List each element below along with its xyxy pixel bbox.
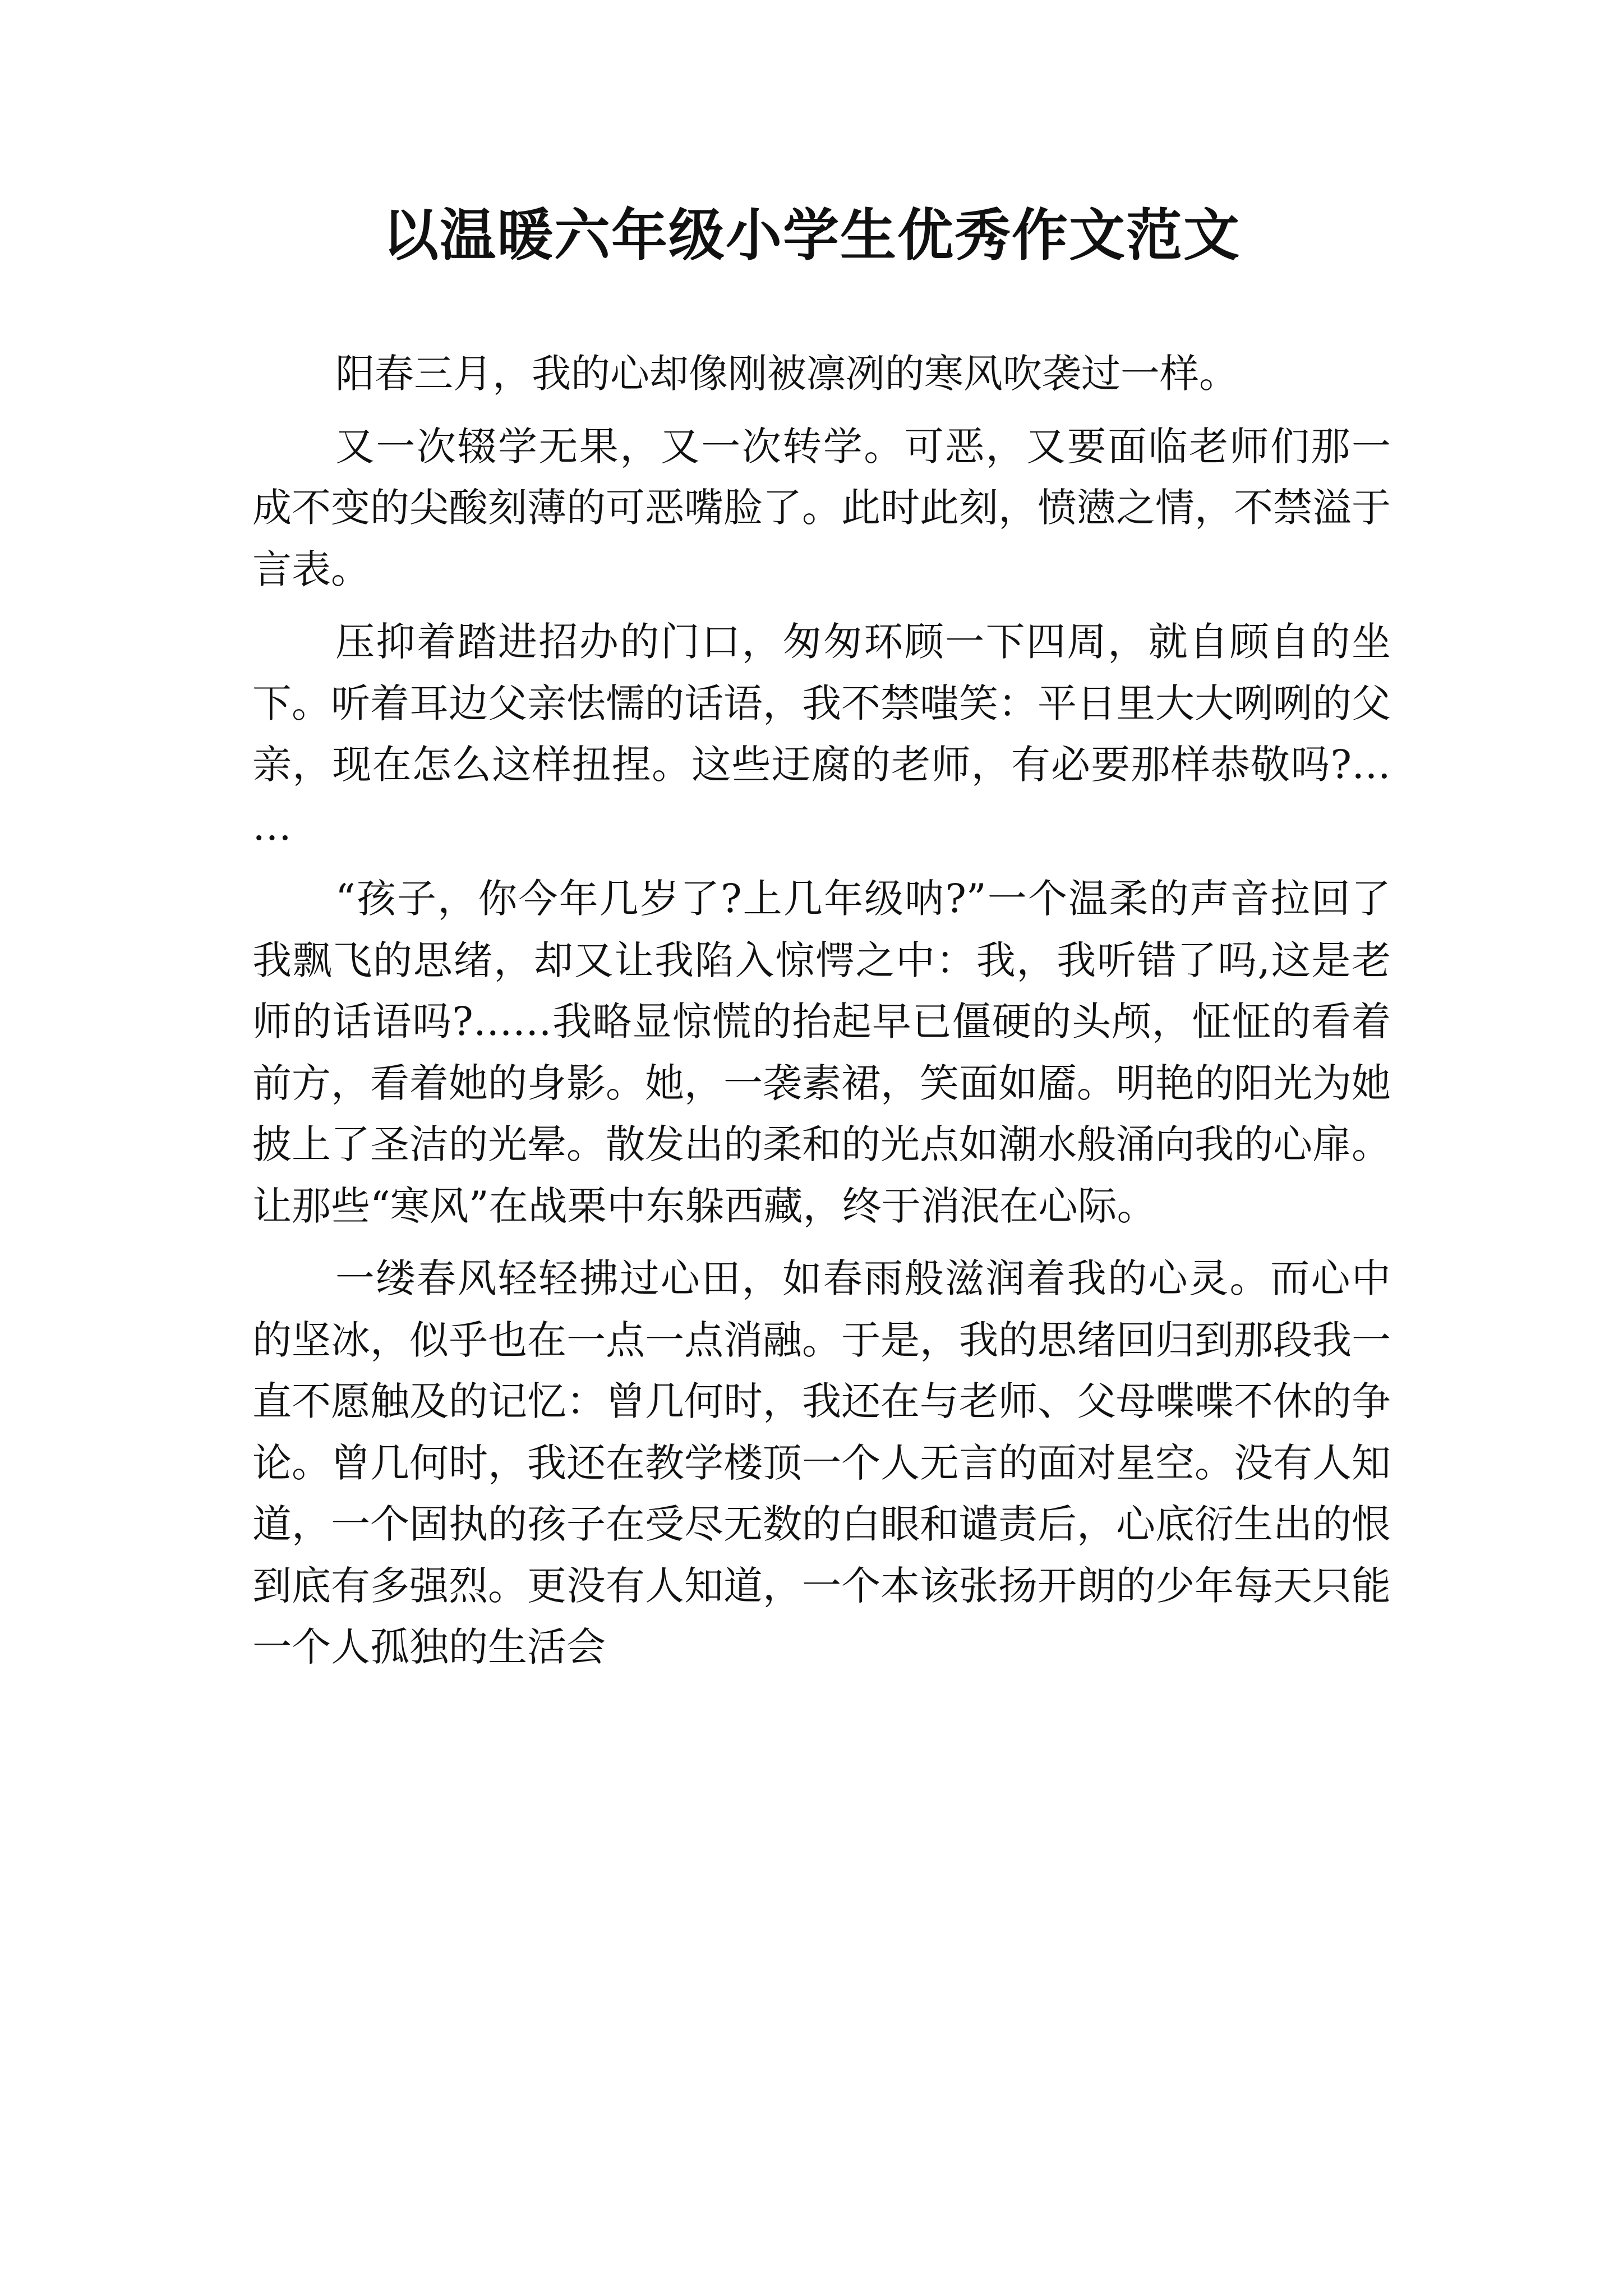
- paragraph: 又一次辍学无果，又一次转学。可恶，又要面临老师们那一成不变的尖酸刻薄的可恶嘴脸了。此时此刻，愤懑之情，不禁溢于言表。: [252, 423, 1391, 592]
- paragraph: 压抑着踏进招办的门口，匆匆环顾一下四周，就自顾自的坐下。听着耳边父亲怯懦的话语，我不禁嗤笑：平日里大大咧咧的父亲，现在怎么这样扭捏。这些迂腐的老师，有必要那样恭敬吗?……: [252, 619, 1391, 849]
- paragraph: 一缕春风轻轻拂过心田，如春雨般滋润着我的心灵。而心中的坚冰，似乎也在一点一点消融。于是，我的思绪回归到那段我一直不愿触及的记忆：曾几何时，我还在与老师、父母喋喋不休的争论。曾几何时，我还在教学楼顶一个人无言的面对星空。没有人知道，一个固执的孩子在受尽无数的白眼和谴责后，心底衍生出的恨到底有多强烈。更没有人知道，一个本该张扬开朗的少年每天只能一个人孤独的生活会: [252, 1255, 1391, 1670]
- document-title: 以温暖六年级小学生优秀作文范文: [382, 203, 1241, 268]
- paragraph: 阳春三月，我的心却像刚被凛冽的寒风吹袭过一样。: [335, 351, 1238, 397]
- document-body: [252, 343, 1391, 1690]
- paragraph: “孩子，你今年几岁了?上几年级呐?”一个温柔的声音拉回了我飘飞的思绪，却又让我陷入惊愕之中：我，我听错了吗,这是老师的话语吗?……我略显惊慌的抬起早已僵硬的头颅，怔怔的看着前方，看着她的身影。她，一袭素裙，笑面如靥。明艳的阳光为她披上了圣洁的光晕。散发出的柔和的光点如潮水般涌向我的心扉。让那些“寒风”在战栗中东躲西藏，终于消泯在心际。: [252, 876, 1391, 1229]
